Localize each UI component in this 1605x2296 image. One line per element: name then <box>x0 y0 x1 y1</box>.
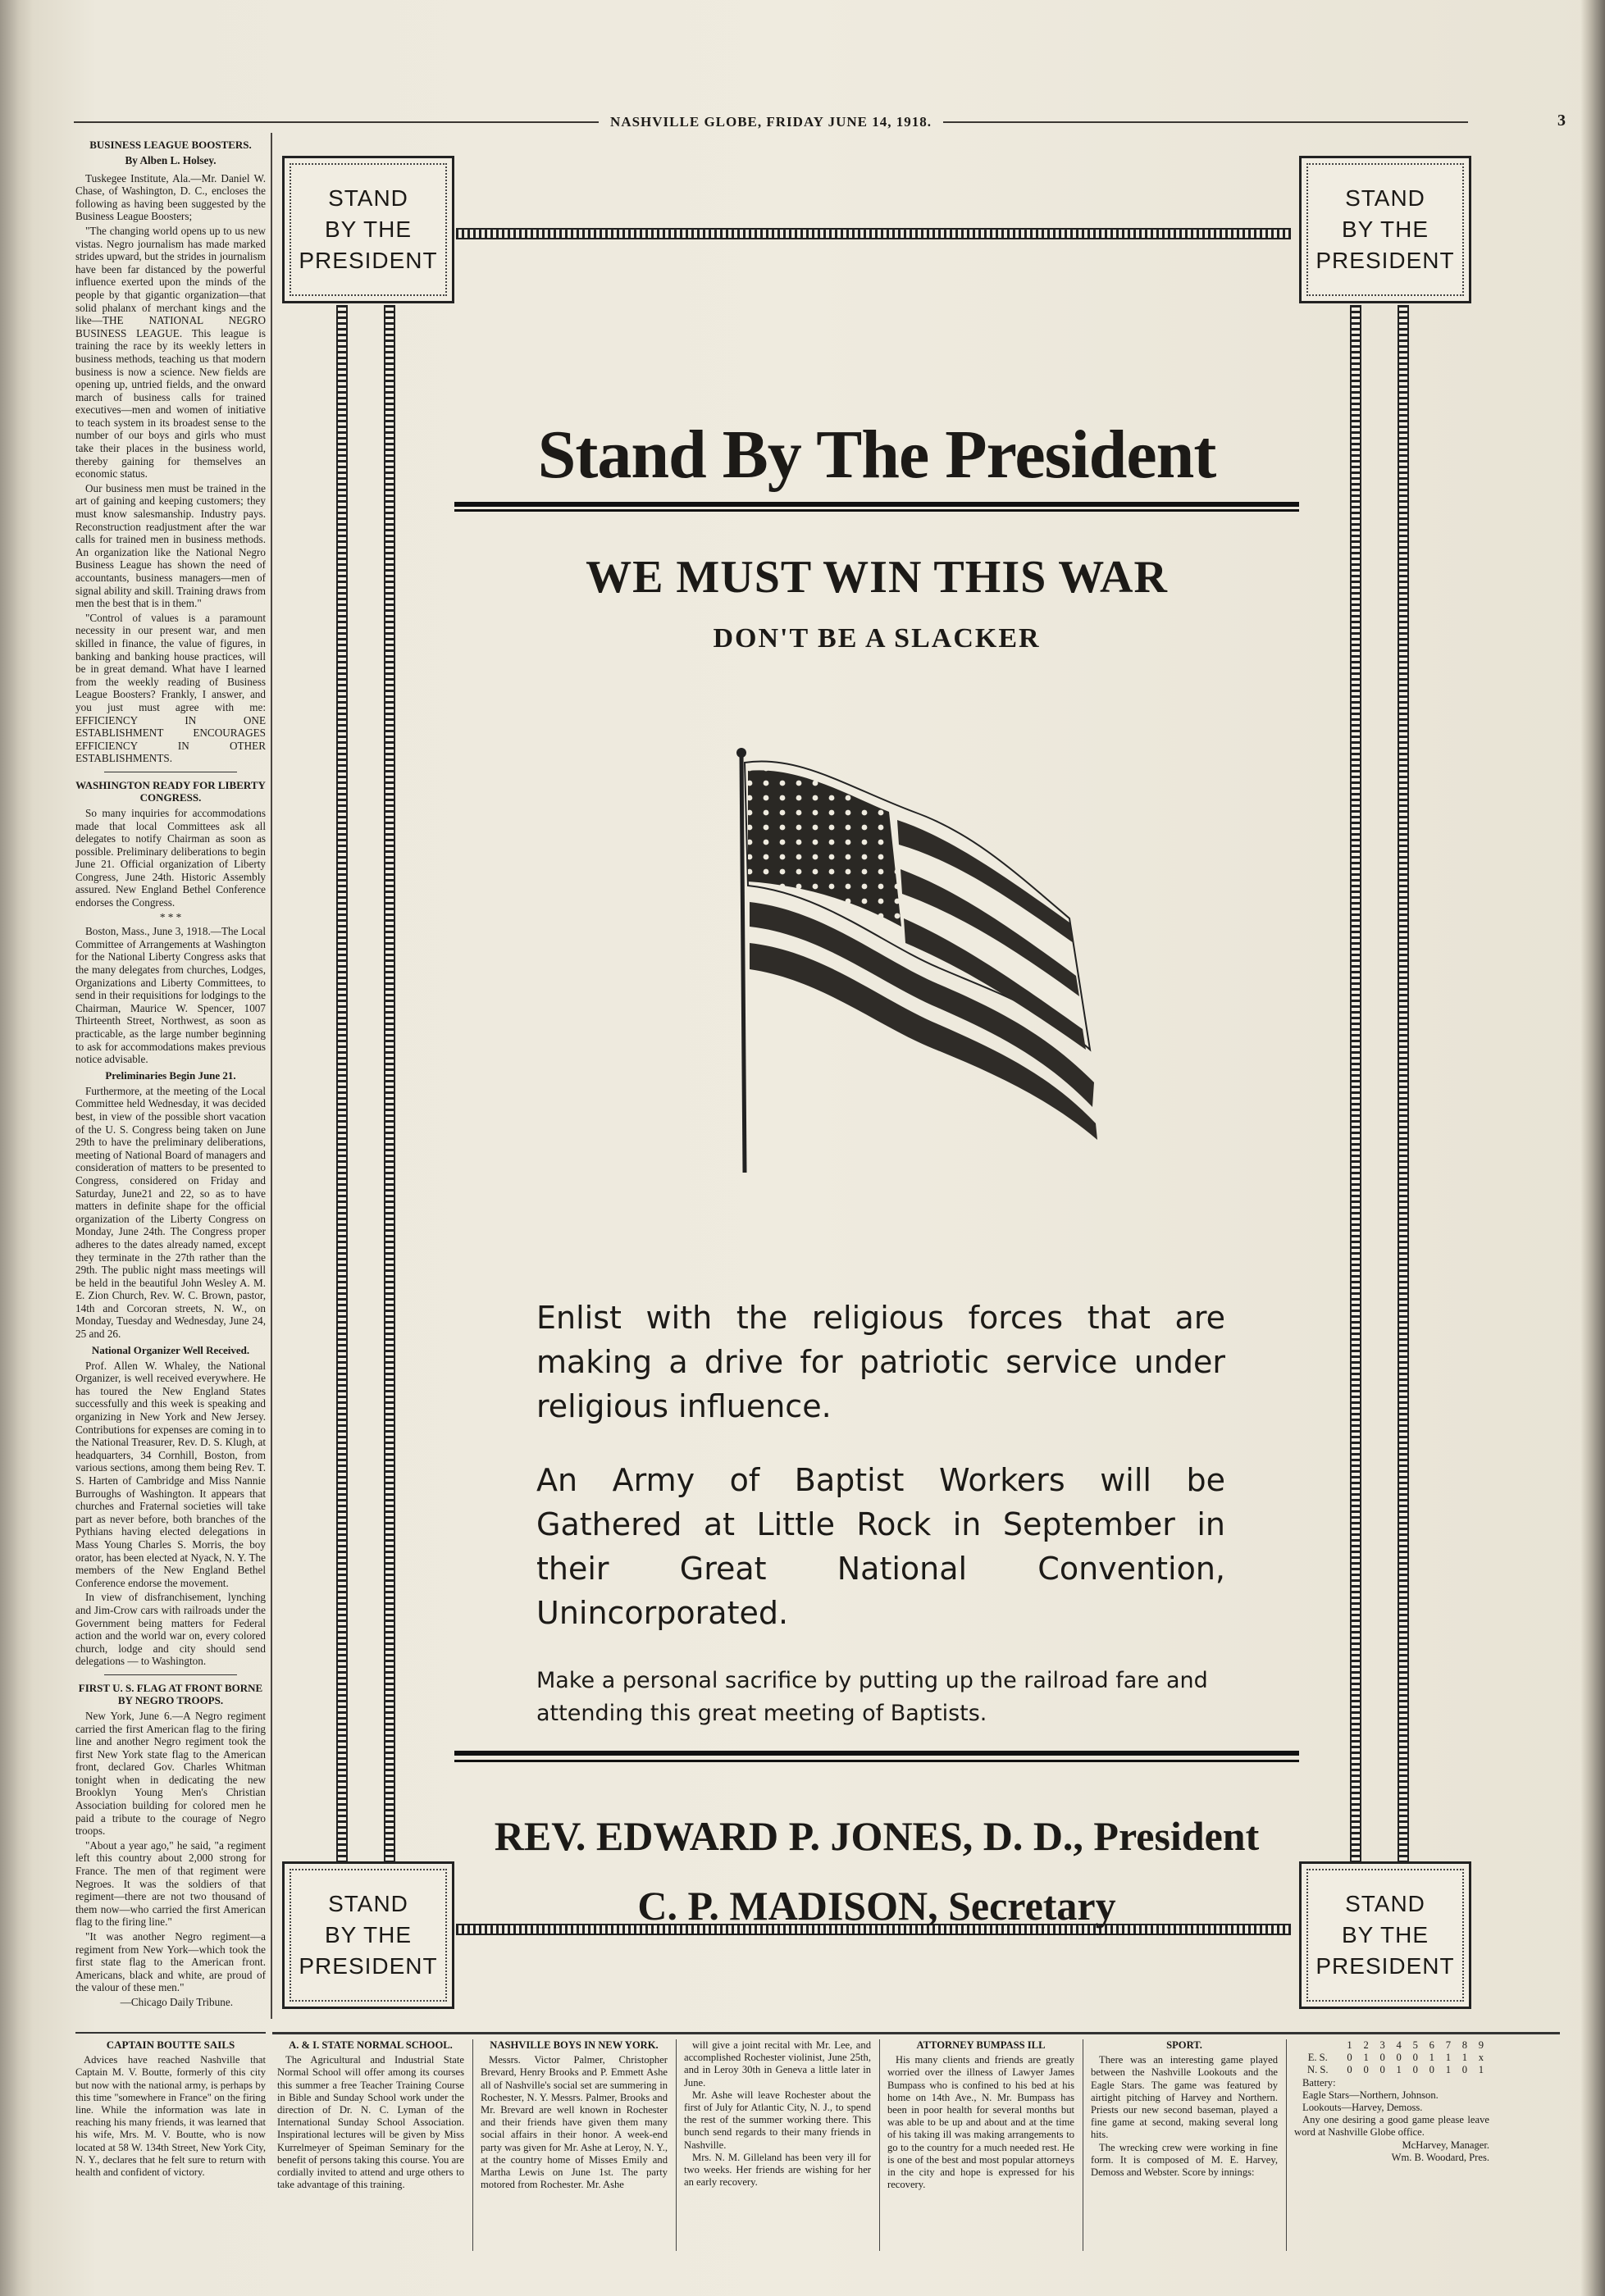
masthead <box>74 113 1468 131</box>
corner-line: PRESIDENT <box>299 1953 438 1979</box>
table-row <box>1294 2052 1489 2064</box>
masthead-rule-left <box>74 121 599 123</box>
column-rule <box>1286 2039 1287 2251</box>
table-cell: 1 <box>1429 2052 1434 2064</box>
table-cell: 0 <box>1412 2052 1418 2064</box>
article-headline: WASHINGTON READY FOR LIBERTY CONGRESS. <box>75 778 266 804</box>
corner-line: BY THE <box>324 216 413 242</box>
corner-line: PRESIDENT <box>299 248 438 273</box>
box-score <box>1294 2039 1489 2077</box>
ad-paragraph: An Army of Baptist Workers will be Gathered at Little Rock in September in their Great National Convention, Unincorporated. <box>536 1462 1225 1631</box>
paragraph: will give a joint recital with Mr. Lee, and accomplished Rochester violinist, June 25th, and in Leroy 30th in Geneva a little later in June. <box>684 2039 871 2089</box>
border-bar <box>384 305 395 1892</box>
table-cell: 1 <box>1445 2064 1451 2076</box>
table-cell: 1 <box>1461 2052 1468 2064</box>
paragraph: "Control of values is a paramount necessity in our present war, and men skilled in finance, the value of figures, in banking and banking house practices, will be in great demand. What have I learned from the weekly reading of Business League Boosters? Frankly, I answer, and you just must agree with me: EFFICIENCY IN ONE ESTABLISHMENT ENCOURAGES EFFICIENCY IN OTHER ESTABLISHMENTS. <box>75 611 266 765</box>
table-cell: x <box>1478 2052 1484 2064</box>
corner-box <box>1299 156 1471 303</box>
border-bar <box>336 305 348 1892</box>
subheading: National Organizer Well Received. <box>91 1343 250 1356</box>
ad-body <box>536 1296 1225 1730</box>
table-cell: 0 <box>1347 2064 1352 2076</box>
paragraph: "It was another Negro regiment—a regiment from New York—which took the first state flag to the American front. Americans, black and white, are proud of the valour of these men." <box>75 1930 266 1994</box>
ad-paragraph: Enlist with the religious forces that are making a drive for patriotic service under religious influence. <box>536 1300 1225 1424</box>
border-bar <box>1398 305 1409 1892</box>
ad-content <box>438 287 1315 1943</box>
paragraph: "About a year ago," he said, "a regiment left this country about 2,000 strong for France. The men of that regiment were Negroes. It was the soldiers of that regiment—there are not two thousand of them now—who carried the first American flag to the firing line." <box>75 1838 266 1929</box>
table-cell: 1 <box>1445 2052 1451 2064</box>
section-stars: * * * <box>159 910 182 923</box>
column-rule <box>271 133 272 2019</box>
table-cell: 4 <box>1396 2039 1402 2051</box>
article-headline: FIRST U. S. FLAG AT FRONT BORNE BY NEGRO TROOPS. <box>78 1681 263 1706</box>
corner-line: BY THE <box>324 1922 413 1947</box>
corner-line: PRESIDENT <box>1315 248 1455 273</box>
column-rule <box>676 2039 677 2251</box>
paragraph: Mrs. N. M. Gilleland has been very ill for two weeks. Her friends are wishing for her an early recovery. <box>684 2151 871 2189</box>
column-rule <box>879 2039 880 2251</box>
news-column <box>679 2039 876 2251</box>
paragraph: Any one desiring a good game please leave word at Nashville Globe office. <box>1294 2114 1489 2139</box>
paragraph: Our business men must be trained in the art of gaining and keeping customers; they must know salesmanship. Industry pays. Reconstruction readjustment after the war calls for trained men in business methods. An organization like the National Negro Business League has shown the need of accountants, business managers—men of signal ability and skill. Training draws from men the best that is in them." <box>75 481 266 610</box>
ad-rule <box>454 502 1299 512</box>
article-headline: ATTORNEY BUMPASS ILL <box>916 2039 1046 2051</box>
border-bar <box>456 228 1291 239</box>
source-credit: —Chicago Daily Tribune. <box>120 1995 233 2008</box>
corner-line: STAND <box>328 1891 408 1916</box>
scan-edge-left <box>0 0 33 2296</box>
corner-line: BY THE <box>1341 1922 1429 1947</box>
divider <box>104 1674 237 1675</box>
paragraph: The wrecking crew were working in fine form. It is composed of M. E. Harvey, Demoss and Webster. Score by innings: <box>1091 2141 1278 2179</box>
bottom-strip <box>272 2032 1560 2253</box>
table-cell: 2 <box>1363 2039 1369 2051</box>
table-cell <box>1294 2039 1342 2052</box>
paragraph: Tuskegee Institute, Ala.—Mr. Daniel W. Chase, of Washington, D. C., encloses the following as having been suggested by the Business League Boosters; <box>75 171 266 223</box>
table-cell: E. S. <box>1307 2052 1328 2064</box>
table-cell: 8 <box>1461 2039 1468 2051</box>
signature: Wm. B. Woodard, Pres. <box>1391 2151 1489 2163</box>
ad-signature-secretary: C. P. MADISON, Secretary <box>637 1883 1116 1929</box>
ad-rule <box>454 1751 1299 1762</box>
paragraph: There was an interesting game played between the Nashville Lookouts and the Eagle Stars. The game was featured by airtight pitching of Harvey and Northern. Priests our new second baseman, played a fine game at second, making several long hits. <box>1091 2054 1278 2141</box>
news-column <box>1289 2039 1494 2251</box>
table-row <box>1294 2039 1489 2052</box>
article-headline: SPORT. <box>1166 2039 1202 2051</box>
paragraph: The Agricultural and Industrial State Normal School will offer among its courses this summer a free Teacher Training Course in Bible and Sunday School work under the direction of Dr. N. C. Lyman of the International Sunday School Association. Inspirational lectures will be given by Miss Kurrelmeyer of Speiman Seminary for the benefit of persons taking this course. You are cordially invited to attend and urge others to take advantage of this training. <box>277 2054 464 2191</box>
corner-line: STAND <box>328 185 408 211</box>
corner-box <box>1299 1861 1471 2009</box>
byline: By Alben L. Holsey. <box>125 154 217 166</box>
ad-paragraph: Make a personal sacrifice by putting up the railroad fare and attending this great meeting of Baptists. <box>536 1668 1208 1726</box>
ad-slogan-secondary: DON'T BE A SLACKER <box>713 623 1041 654</box>
paragraph: Lookouts—Harvey, Demoss. <box>1302 2102 1423 2114</box>
paragraph: New York, June 6.—A Negro regiment carried the first American flag to the firing line and another Negro regiment took the first New York state flag to the American front, declared Gov. Charles Whitman tonight when in dedicating the new Brooklyn Young Men's Christian Association building for colored men he paid a tribute to the courage of Negro troops. <box>75 1709 266 1838</box>
ad-title: Stand By The President <box>537 417 1216 493</box>
corner-box <box>282 156 454 303</box>
table-cell: 3 <box>1379 2039 1385 2051</box>
paragraph: Advices have reached Nashville that Captain M. V. Boutte, formerly of this city but now with the national army, is perhaps by this time "somewhere in France" on the firing line. While the information was late in reaching his many friends, it was learned that his wife, Mrs. M. V. Boutte, who is now located at 58 W. 134th Street, New York City, N. Y., declares that he felt sure to return with health and confident of victory. <box>75 2054 266 2179</box>
corner-line: STAND <box>1345 185 1425 211</box>
masthead-rule-right <box>943 121 1468 123</box>
news-column <box>882 2039 1079 2251</box>
advertisement <box>274 131 1471 2025</box>
corner-line: STAND <box>1345 1891 1425 1916</box>
page-number: 3 <box>1557 112 1566 130</box>
table-cell: 0 <box>1379 2064 1385 2076</box>
battery-label: Battery: <box>1302 2076 1336 2089</box>
article-headline: CAPTAIN BOUTTE SAILS <box>106 2039 235 2051</box>
ad-slogan: WE MUST WIN THIS WAR <box>586 552 1168 603</box>
corner-line: PRESIDENT <box>1315 1953 1455 1979</box>
table-cell: 7 <box>1445 2039 1451 2051</box>
article-headline: BUSINESS LEAGUE BOOSTERS. <box>89 139 252 151</box>
news-column <box>1086 2039 1283 2251</box>
table-cell: 9 <box>1478 2039 1484 2051</box>
paragraph: Boston, Mass., June 3, 1918.—The Local Committee of Arrangements at Washington for the National Liberty Congress asks that the many delegates from churches, Lodges, Organizations and Liberty Committees, to send in their requisitions for lodgings to the Chairman, Maurice W. Spencer, 1007 Thirteenth Street, Northwest, as soon as practicable, as the large number beginning to ask for accommodations makes previous notice advisable. <box>75 925 266 1066</box>
table-cell: 0 <box>1379 2052 1385 2064</box>
ad-signature-president: REV. EDWARD P. JONES, D. D., President <box>494 1813 1260 1859</box>
news-column <box>272 2039 469 2251</box>
paragraph: Eagle Stars—Northern, Johnson. <box>1302 2089 1439 2101</box>
paragraph: Mr. Ashe will leave Rochester about the first of July for Atlantic City, N. J., to spend the rest of the summer working there. This bunch send regards to their many friends in Nashville. <box>684 2089 871 2151</box>
masthead-title: NASHVILLE GLOBE, FRIDAY JUNE 14, 1918. <box>610 114 932 130</box>
border-bar <box>1350 305 1361 1892</box>
paragraph: Messrs. Victor Palmer, Christopher Brevard, Henry Brooks and P. Emmett Ashe all of Nashville's social set are summering in Rochester, N. Y. Messrs. Palmer, Brooks and Mr. Brevard are well known in Rochester and their friends have given them many social affairs in their honor. A week-end party was given for Mr. Ashe at Leroy, N. Y., at the country home of Misses Emily and Martha Lewis on June 1st. The party motored from Rochester. Mr. Ashe <box>481 2054 668 2191</box>
paragraph: His many clients and friends are greatly worried over the illness of Lawyer James Bumpass who is confined to his bed at his home on 14th Ave., N. Mr. Bumpass has been in poor health for several months but was able to be up and about and at the time of his taking ill was making arrangements to go to the country for a much needed rest. He is one of the best and most popular attorneys in the city and hope is expressed for his recovery. <box>887 2054 1074 2191</box>
left-column <box>75 135 266 2021</box>
table-cell: 0 <box>1412 2064 1418 2076</box>
news-column <box>476 2039 673 2251</box>
paragraph: Furthermore, at the meeting of the Local Committee held Wednesday, it was decided best, in view of the possible short vacation of the U. S. Congress being taken on June 29th to have the preliminary deliberations, meeting of National Board of managers and consideration of matters to be presented to Congress, considered on Friday and Saturday, June21 and 22, so as to have matters in definite shape for the official organization of the Liberty Congress on Monday, June 24th. The Congress proper adheres to the dates already named, except they terminate in the 27th rather than the 29th. The public night mass meetings will be held in the beautiful John Wesley A. M. E. Zion Church, Rev. W. C. Brown, pastor, 14th and Corcoran streets, N. W., on Monday, Tuesday and Wednesday, June 24, 25 and 26. <box>75 1084 266 1341</box>
corner-line: BY THE <box>1341 216 1429 242</box>
table-cell: 1 <box>1363 2052 1369 2064</box>
table-cell: 0 <box>1461 2064 1468 2076</box>
table-row <box>1294 2064 1489 2076</box>
corner-box <box>282 1861 454 2009</box>
paragraph: Prof. Allen W. Whaley, the National Organizer, is well received everywhere. He has toured the New England States successfully and this week is speaking and organizing in New York and New Jersey. Contributions for expenses are coming in to the National Treasurer, Rev. D. S. Klugh, at headquarters, 34 Cornhill, Boston, from various sections, among them being Rev. T. S. Harten of Cambridge and Miss Nannie Burroughs of Washington. It appears that churches and Fraternal societies will take part as never before, both branches of the Pythians having elected delegations in Mass Young Charles S. Morris, the boy orator, has been elected at Nyack, N. Y. The members of the New England Bethel Conference endorse the movement. <box>75 1359 266 1589</box>
table-cell: 1 <box>1478 2064 1484 2076</box>
paragraph: "The changing world opens up to us new vistas. Negro journalism has made marked strides upward, but the strides in journalism have been far distanced by the powerful influence exerted upon the minds of the people by that gigantic organization—that solid phalanx of merchant kings and the like—THE NATIONAL NEGRO BUSINESS LEAGUE. This league is training the race by its weekly letters in business methods, teaching us that modern business is now a science. New fields are opening up, untried fields, and the onward march of business calls for trained executives—men and women of initiative to teach system in its broadest sense to the number of our boys and girls who must take their places in the business world, thereby gaining for themselves an economic status. <box>75 224 266 481</box>
column-rule <box>472 2039 473 2251</box>
article-headline: NASHVILLE BOYS IN NEW YORK. <box>490 2039 659 2051</box>
scan-edge-right <box>1580 0 1605 2296</box>
table-cell: 0 <box>1347 2052 1352 2064</box>
signature: McHarvey, Manager. <box>1402 2139 1489 2151</box>
table-cell: 0 <box>1396 2052 1402 2064</box>
article-headline: A. & I. STATE NORMAL SCHOOL. <box>289 2039 453 2051</box>
paragraph: So many inquiries for accommodations made that local Committees ask all delegates to notify Chairman as soon as possible. Preliminary deliberations to begin June 21. Official organization of Liberty Congress, June 24th. Historic Assembly assured. New England Bethel Conference endorses the Congress. <box>75 806 266 909</box>
table-cell: 5 <box>1412 2039 1418 2051</box>
table-cell: N. S. <box>1306 2064 1329 2076</box>
table-cell: 1 <box>1396 2064 1402 2076</box>
table-cell: 6 <box>1429 2039 1434 2051</box>
table-cell: 0 <box>1363 2064 1369 2076</box>
subheading: Preliminaries Begin June 21. <box>105 1068 236 1082</box>
bottom-left-article <box>75 2032 266 2253</box>
table-cell: 0 <box>1429 2064 1434 2076</box>
table-cell: 1 <box>1347 2039 1352 2051</box>
us-flag-icon <box>725 746 1102 1173</box>
paragraph: In view of disfranchisement, lynching and Jim-Crow cars with railroads under the Government being matters for Federal action and the world war on, every colored church, lodge and city should send delegations — to Washington. <box>75 1591 266 1668</box>
